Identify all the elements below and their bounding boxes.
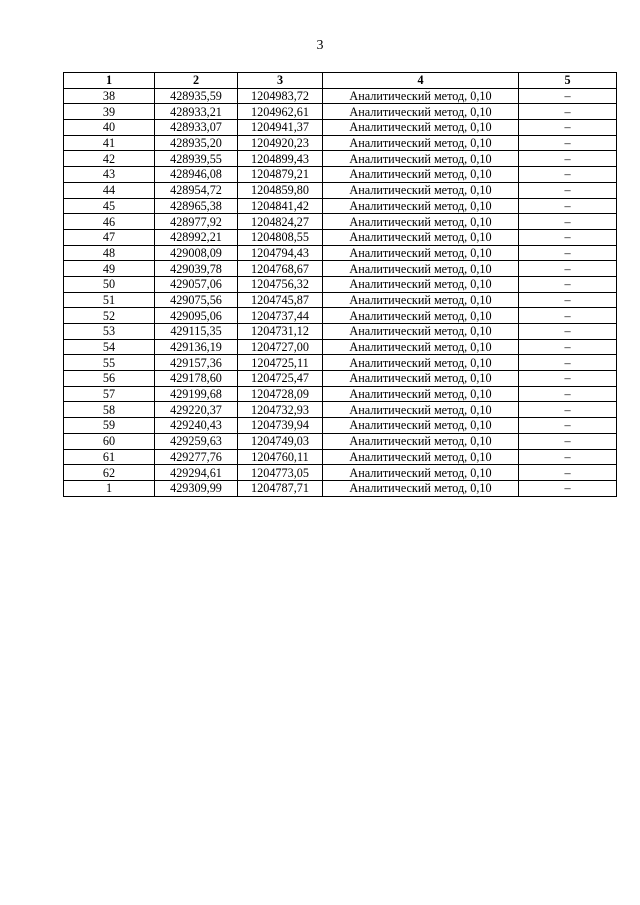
method-cell: Аналитический метод, 0,10: [323, 229, 519, 245]
x-coordinate-cell: 429277,76: [155, 449, 238, 465]
x-coordinate-cell: 428946,08: [155, 167, 238, 183]
note-cell: –: [519, 386, 617, 402]
note-cell: –: [519, 480, 617, 496]
y-coordinate-cell: 1204731,12: [238, 324, 323, 340]
table-row: [64, 276, 617, 292]
point-number-cell: 60: [64, 433, 155, 449]
y-coordinate-cell: 1204841,42: [238, 198, 323, 214]
y-coordinate-cell: 1204760,11: [238, 449, 323, 465]
method-cell: Аналитический метод, 0,10: [323, 292, 519, 308]
note-cell: –: [519, 402, 617, 418]
table-row: [64, 292, 617, 308]
note-cell: –: [519, 371, 617, 387]
y-coordinate-cell: 1204859,80: [238, 182, 323, 198]
table-row: [64, 480, 617, 496]
point-number-cell: 51: [64, 292, 155, 308]
point-number-cell: 57: [64, 386, 155, 402]
header-cell-4: 4: [323, 73, 519, 89]
table-row: [64, 418, 617, 434]
method-cell: Аналитический метод, 0,10: [323, 182, 519, 198]
method-cell: Аналитический метод, 0,10: [323, 261, 519, 277]
x-coordinate-cell: 429178,60: [155, 371, 238, 387]
note-cell: –: [519, 104, 617, 120]
point-number-cell: 39: [64, 104, 155, 120]
point-number-cell: 61: [64, 449, 155, 465]
note-cell: –: [519, 355, 617, 371]
note-cell: –: [519, 292, 617, 308]
header-cell-1: 1: [64, 73, 155, 89]
note-cell: –: [519, 433, 617, 449]
note-cell: –: [519, 308, 617, 324]
note-cell: –: [519, 151, 617, 167]
note-cell: –: [519, 214, 617, 230]
x-coordinate-cell: 428933,07: [155, 120, 238, 136]
y-coordinate-cell: 1204749,03: [238, 433, 323, 449]
x-coordinate-cell: 429309,99: [155, 480, 238, 496]
table-row: [64, 245, 617, 261]
x-coordinate-cell: 428939,55: [155, 151, 238, 167]
x-coordinate-cell: 428977,92: [155, 214, 238, 230]
table-row: [64, 88, 617, 104]
method-cell: Аналитический метод, 0,10: [323, 245, 519, 261]
table-row: [64, 339, 617, 355]
y-coordinate-cell: 1204879,21: [238, 167, 323, 183]
y-coordinate-cell: 1204725,47: [238, 371, 323, 387]
point-number-cell: 59: [64, 418, 155, 434]
note-cell: –: [519, 135, 617, 151]
y-coordinate-cell: 1204794,43: [238, 245, 323, 261]
y-coordinate-cell: 1204739,94: [238, 418, 323, 434]
note-cell: –: [519, 418, 617, 434]
x-coordinate-cell: 429240,43: [155, 418, 238, 434]
note-cell: –: [519, 261, 617, 277]
header-row: [64, 73, 617, 89]
y-coordinate-cell: 1204941,37: [238, 120, 323, 136]
table-row: [64, 433, 617, 449]
method-cell: Аналитический метод, 0,10: [323, 402, 519, 418]
method-cell: Аналитический метод, 0,10: [323, 371, 519, 387]
y-coordinate-cell: 1204727,00: [238, 339, 323, 355]
method-cell: Аналитический метод, 0,10: [323, 480, 519, 496]
x-coordinate-cell: 428933,21: [155, 104, 238, 120]
table-body: [64, 88, 617, 496]
table-row: [64, 371, 617, 387]
method-cell: Аналитический метод, 0,10: [323, 276, 519, 292]
point-number-cell: 43: [64, 167, 155, 183]
note-cell: –: [519, 465, 617, 481]
y-coordinate-cell: 1204732,93: [238, 402, 323, 418]
y-coordinate-cell: 1204962,61: [238, 104, 323, 120]
x-coordinate-cell: 428965,38: [155, 198, 238, 214]
note-cell: –: [519, 276, 617, 292]
note-cell: –: [519, 88, 617, 104]
method-cell: Аналитический метод, 0,10: [323, 167, 519, 183]
x-coordinate-cell: 429039,78: [155, 261, 238, 277]
note-cell: –: [519, 449, 617, 465]
method-cell: Аналитический метод, 0,10: [323, 198, 519, 214]
point-number-cell: 47: [64, 229, 155, 245]
note-cell: –: [519, 339, 617, 355]
point-number-cell: 58: [64, 402, 155, 418]
method-cell: Аналитический метод, 0,10: [323, 308, 519, 324]
header-cell-3: 3: [238, 73, 323, 89]
y-coordinate-cell: 1204768,67: [238, 261, 323, 277]
note-cell: –: [519, 324, 617, 340]
table-row: [64, 182, 617, 198]
point-number-cell: 54: [64, 339, 155, 355]
point-number-cell: 41: [64, 135, 155, 151]
point-number-cell: 42: [64, 151, 155, 167]
x-coordinate-cell: 429259,63: [155, 433, 238, 449]
note-cell: –: [519, 198, 617, 214]
x-coordinate-cell: 429199,68: [155, 386, 238, 402]
table-row: [64, 151, 617, 167]
y-coordinate-cell: 1204983,72: [238, 88, 323, 104]
point-number-cell: 46: [64, 214, 155, 230]
method-cell: Аналитический метод, 0,10: [323, 449, 519, 465]
x-coordinate-cell: 429095,06: [155, 308, 238, 324]
y-coordinate-cell: 1204725,11: [238, 355, 323, 371]
note-cell: –: [519, 229, 617, 245]
table-row: [64, 308, 617, 324]
point-number-cell: 38: [64, 88, 155, 104]
x-coordinate-cell: 429075,56: [155, 292, 238, 308]
x-coordinate-cell: 429057,06: [155, 276, 238, 292]
x-coordinate-cell: 429136,19: [155, 339, 238, 355]
coordinates-table: [63, 72, 617, 497]
table-row: [64, 135, 617, 151]
note-cell: –: [519, 120, 617, 136]
method-cell: Аналитический метод, 0,10: [323, 120, 519, 136]
x-coordinate-cell: 428954,72: [155, 182, 238, 198]
method-cell: Аналитический метод, 0,10: [323, 386, 519, 402]
y-coordinate-cell: 1204728,09: [238, 386, 323, 402]
y-coordinate-cell: 1204737,44: [238, 308, 323, 324]
y-coordinate-cell: 1204899,43: [238, 151, 323, 167]
table-row: [64, 120, 617, 136]
table-row: [64, 167, 617, 183]
table-row: [64, 402, 617, 418]
page-number: 3: [316, 38, 324, 53]
method-cell: Аналитический метод, 0,10: [323, 324, 519, 340]
table-row: [64, 198, 617, 214]
table-row: [64, 449, 617, 465]
point-number-cell: 1: [64, 480, 155, 496]
note-cell: –: [519, 245, 617, 261]
point-number-cell: 44: [64, 182, 155, 198]
point-number-cell: 53: [64, 324, 155, 340]
method-cell: Аналитический метод, 0,10: [323, 465, 519, 481]
point-number-cell: 56: [64, 371, 155, 387]
method-cell: Аналитический метод, 0,10: [323, 104, 519, 120]
point-number-cell: 45: [64, 198, 155, 214]
y-coordinate-cell: 1204745,87: [238, 292, 323, 308]
point-number-cell: 62: [64, 465, 155, 481]
y-coordinate-cell: 1204756,32: [238, 276, 323, 292]
x-coordinate-cell: 429220,37: [155, 402, 238, 418]
point-number-cell: 40: [64, 120, 155, 136]
table-row: [64, 355, 617, 371]
note-cell: –: [519, 167, 617, 183]
table-row: [64, 104, 617, 120]
x-coordinate-cell: 428935,20: [155, 135, 238, 151]
point-number-cell: 52: [64, 308, 155, 324]
method-cell: Аналитический метод, 0,10: [323, 355, 519, 371]
y-coordinate-cell: 1204773,05: [238, 465, 323, 481]
method-cell: Аналитический метод, 0,10: [323, 433, 519, 449]
note-cell: –: [519, 182, 617, 198]
x-coordinate-cell: 429157,36: [155, 355, 238, 371]
table-header: [64, 73, 617, 89]
table-row: [64, 324, 617, 340]
y-coordinate-cell: 1204787,71: [238, 480, 323, 496]
header-cell-2: 2: [155, 73, 238, 89]
y-coordinate-cell: 1204824,27: [238, 214, 323, 230]
method-cell: Аналитический метод, 0,10: [323, 339, 519, 355]
point-number-cell: 55: [64, 355, 155, 371]
header-cell-5: 5: [519, 73, 617, 89]
table-row: [64, 465, 617, 481]
method-cell: Аналитический метод, 0,10: [323, 418, 519, 434]
x-coordinate-cell: 429294,61: [155, 465, 238, 481]
method-cell: Аналитический метод, 0,10: [323, 88, 519, 104]
method-cell: Аналитический метод, 0,10: [323, 214, 519, 230]
y-coordinate-cell: 1204920,23: [238, 135, 323, 151]
table-row: [64, 386, 617, 402]
table-row: [64, 229, 617, 245]
x-coordinate-cell: 429115,35: [155, 324, 238, 340]
method-cell: Аналитический метод, 0,10: [323, 151, 519, 167]
x-coordinate-cell: 428935,59: [155, 88, 238, 104]
method-cell: Аналитический метод, 0,10: [323, 135, 519, 151]
table-row: [64, 214, 617, 230]
y-coordinate-cell: 1204808,55: [238, 229, 323, 245]
point-number-cell: 48: [64, 245, 155, 261]
point-number-cell: 50: [64, 276, 155, 292]
point-number-cell: 49: [64, 261, 155, 277]
table-row: [64, 261, 617, 277]
x-coordinate-cell: 429008,09: [155, 245, 238, 261]
x-coordinate-cell: 428992,21: [155, 229, 238, 245]
